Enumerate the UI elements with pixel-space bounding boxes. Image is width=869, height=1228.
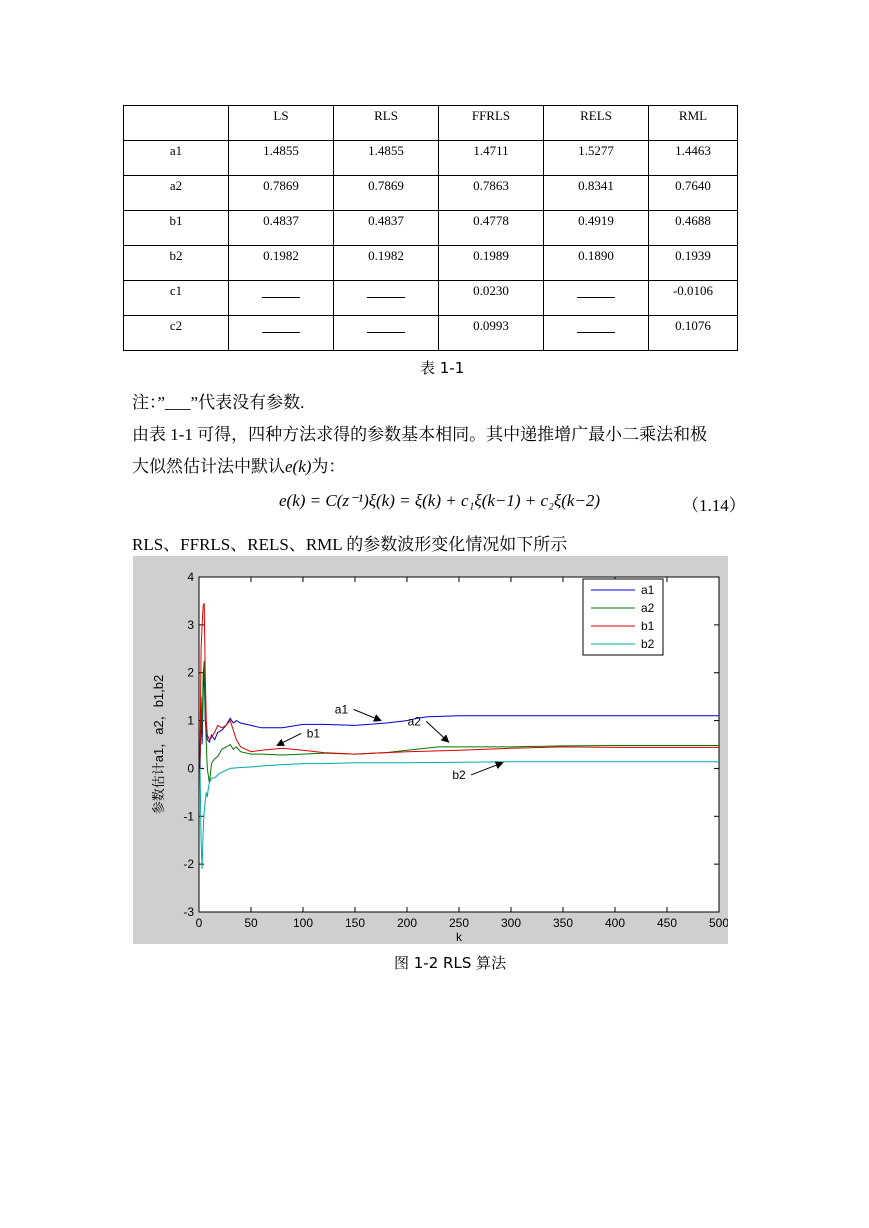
table-cell: 0.4837	[229, 211, 334, 246]
table-cell: 0.8341	[544, 176, 649, 211]
x-tick-label: 350	[552, 916, 574, 930]
table-cell: 0.1076	[649, 316, 738, 351]
row-label: b1	[124, 211, 229, 246]
inline-math: e(k)	[285, 457, 312, 476]
table-cell: 0.4778	[439, 211, 544, 246]
annotation-label: a1	[334, 702, 349, 717]
table-cell-empty	[544, 316, 649, 351]
figure-caption: 图 1-2 RLS 算法	[394, 954, 507, 972]
x-tick-label: 100	[292, 916, 314, 930]
table-header-cell: RML	[649, 106, 738, 141]
y-tick-label: 3	[187, 617, 194, 632]
table-cell: 0.4688	[649, 211, 738, 246]
x-tick-label: 450	[656, 916, 678, 930]
table-cell-empty	[334, 316, 439, 351]
y-tick-label: 2	[187, 665, 194, 680]
table-cell: 1.4711	[439, 141, 544, 176]
row-label: a1	[124, 141, 229, 176]
table-cell: 1.5277	[544, 141, 649, 176]
x-tick-label: 0	[195, 916, 203, 930]
table-cell: 0.4837	[334, 211, 439, 246]
table-row	[124, 141, 738, 176]
annotation-label: a2	[407, 714, 421, 729]
y-tick-label: 4	[187, 570, 194, 584]
y-tick-label: 0	[187, 761, 194, 776]
table-header-cell: LS	[229, 106, 334, 141]
x-tick-label: 500	[708, 916, 728, 930]
equation-number: （1.14）	[682, 496, 746, 515]
table-cell-empty	[334, 281, 439, 316]
table-header-cell: RELS	[544, 106, 649, 141]
y-tick-label: -1	[183, 809, 194, 824]
x-tick-label: 300	[500, 916, 522, 930]
table-row	[124, 246, 738, 281]
x-tick-label: 400	[604, 916, 626, 930]
table-cell: 0.1982	[229, 246, 334, 281]
row-label: b2	[124, 246, 229, 281]
legend-label-a1: a1	[641, 583, 655, 597]
row-label: c2	[124, 316, 229, 351]
table-row	[124, 281, 738, 316]
y-tick-label: -3	[183, 905, 194, 919]
annotation-label: b1	[306, 726, 321, 741]
table-header-cell	[124, 106, 229, 141]
legend-label-b2: b2	[641, 637, 655, 651]
table-cell: 0.1890	[544, 246, 649, 281]
table-cell: 0.4919	[544, 211, 649, 246]
note-text: 注：”___”代表没有参数.	[132, 393, 305, 412]
table-cell: 0.7869	[334, 176, 439, 211]
table-cell: 0.1939	[649, 246, 738, 281]
legend-label-a2: a2	[641, 601, 655, 615]
table-caption: 表 1-1	[420, 359, 465, 377]
parameter-estimate-chart	[133, 556, 728, 944]
table-cell: 1.4463	[649, 141, 738, 176]
table-header-row	[124, 106, 738, 141]
table-header-cell: RLS	[334, 106, 439, 141]
x-tick-label: 200	[396, 916, 418, 930]
table-header-cell: FFRLS	[439, 106, 544, 141]
table-cell: 0.1989	[439, 246, 544, 281]
row-label: a2	[124, 176, 229, 211]
table-cell: 1.4855	[229, 141, 334, 176]
figure-panel	[133, 556, 728, 944]
table-cell: -0.0106	[649, 281, 738, 316]
table-row	[124, 316, 738, 351]
table-cell: 0.7869	[229, 176, 334, 211]
x-tick-label: 50	[244, 916, 258, 930]
y-axis-label: 参数估计a1，a2，b1,b2	[151, 674, 166, 815]
equation: e(k) = C(z⁻¹)ξ(k) = ξ(k) + c₁ξ(k−1) + c₂ξ(k−2)	[279, 491, 601, 510]
annotation-label: b2	[452, 767, 466, 782]
y-tick-label: -2	[183, 857, 194, 872]
table-cell: 0.7863	[439, 176, 544, 211]
x-axis-label: k	[456, 930, 462, 944]
y-tick-label: 1	[187, 713, 194, 728]
legend	[583, 579, 663, 655]
paragraph: 大似然估计法中默认e(k)为：	[132, 457, 346, 476]
x-tick-label: 150	[344, 916, 366, 930]
row-label: c1	[124, 281, 229, 316]
table-cell: 1.4855	[334, 141, 439, 176]
table-cell-empty	[229, 316, 334, 351]
legend-label-b1: b1	[641, 619, 655, 633]
table-cell: 0.0230	[439, 281, 544, 316]
table-cell-empty	[229, 281, 334, 316]
paragraph: RLS、FFRLS、RELS、RML 的参数波形变化情况如下所示	[132, 535, 568, 554]
table-cell: 0.7640	[649, 176, 738, 211]
paragraph: 由表 1-1 可得，四种方法求得的参数基本相同。其中递推增广最小二乘法和极	[132, 425, 708, 444]
table-cell: 0.0993	[439, 316, 544, 351]
x-tick-label: 250	[448, 916, 470, 930]
table-cell: 0.1982	[334, 246, 439, 281]
parameter-table	[123, 105, 738, 351]
table-row	[124, 211, 738, 246]
table-row	[124, 176, 738, 211]
table-cell-empty	[544, 281, 649, 316]
